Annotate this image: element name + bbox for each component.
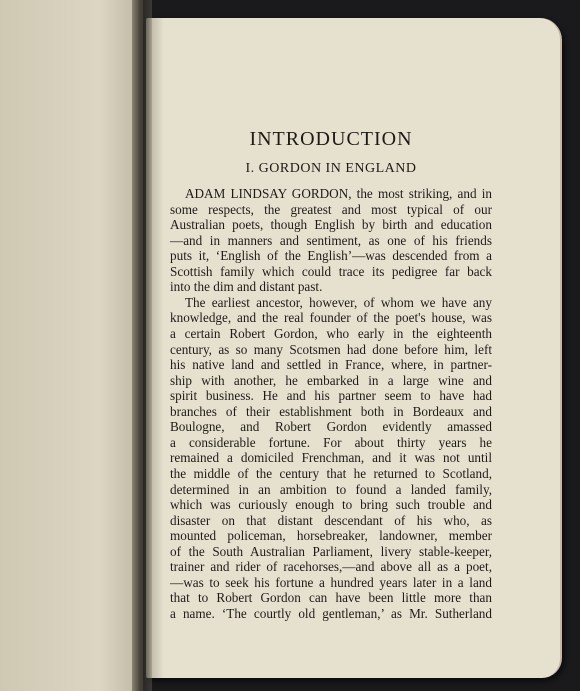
text-line: branches of their establishment both in Bordeaux and bbox=[170, 403, 492, 419]
text-line: that to Robert Gordon can have been little more than bbox=[170, 590, 492, 606]
section-title: I. GORDON IN ENGLAND bbox=[245, 161, 417, 176]
text-line: a considerable fortune. For about thirty years he bbox=[170, 434, 492, 450]
left-page bbox=[0, 0, 143, 691]
text-line: a certain Robert Gordon, who early in the eighteenth bbox=[170, 326, 492, 341]
text-line: puts it, ‘English of the English’—was descended from a bbox=[170, 248, 492, 264]
text-line: a name. ‘The courtly old gentleman,’ as Mr. Sutherland bbox=[170, 606, 492, 621]
text-line: trainer and rider of racehorses,—and above all as a poet, bbox=[170, 559, 492, 575]
chapter-heading: INTRODUCTION bbox=[249, 128, 413, 150]
text-line: his native land and settled in France, where, in partner- bbox=[170, 357, 492, 373]
text-line: The earliest ancestor, however, of whom we have any bbox=[185, 294, 492, 310]
text-line: the middle of the century that he returned to Scotland, bbox=[170, 466, 492, 481]
text-line: Scottish family which could trace its pedigree far back bbox=[170, 263, 492, 279]
text-line: disaster on that distant descendant of his who, as bbox=[170, 512, 492, 528]
text-line: ship with another, he embarked in a large wine and bbox=[170, 372, 492, 388]
text-line: spirit business. He and his partner seem to have had bbox=[170, 388, 492, 404]
text-line: of the South Australian Parliament, livery stable-keeper, bbox=[170, 543, 492, 559]
text-line: determined in an ambition to found a landed family, bbox=[170, 481, 492, 497]
text-line: century, as so many Scotsmen had done before him, left bbox=[170, 341, 492, 357]
text-line: —was to seek his fortune a hundred years later in a land bbox=[170, 574, 492, 590]
text-line: ADAM LINDSAY GORDON, the most striking, and in bbox=[185, 186, 492, 201]
text-line: remained a domiciled Frenchman, and it was not until bbox=[170, 450, 492, 466]
text-line: Boulogne, and Robert Gordon evidently amassed bbox=[170, 419, 492, 435]
text-line: into the dim and distant past. bbox=[170, 279, 323, 295]
text-line: —and in manners and sentiment, as one of his friends bbox=[170, 232, 492, 248]
text-line: which was curiously enough to bring such trouble and bbox=[170, 497, 492, 513]
text-line: mounted policeman, horsebreaker, landowner, member bbox=[170, 528, 492, 544]
text-line: some respects, the greatest and most typical of our bbox=[170, 201, 492, 217]
text-line: knowledge, and the real founder of the poet's house, was bbox=[170, 310, 492, 326]
text-line: Australian poets, though English by birth and education bbox=[170, 217, 492, 233]
book-gutter bbox=[132, 0, 152, 691]
